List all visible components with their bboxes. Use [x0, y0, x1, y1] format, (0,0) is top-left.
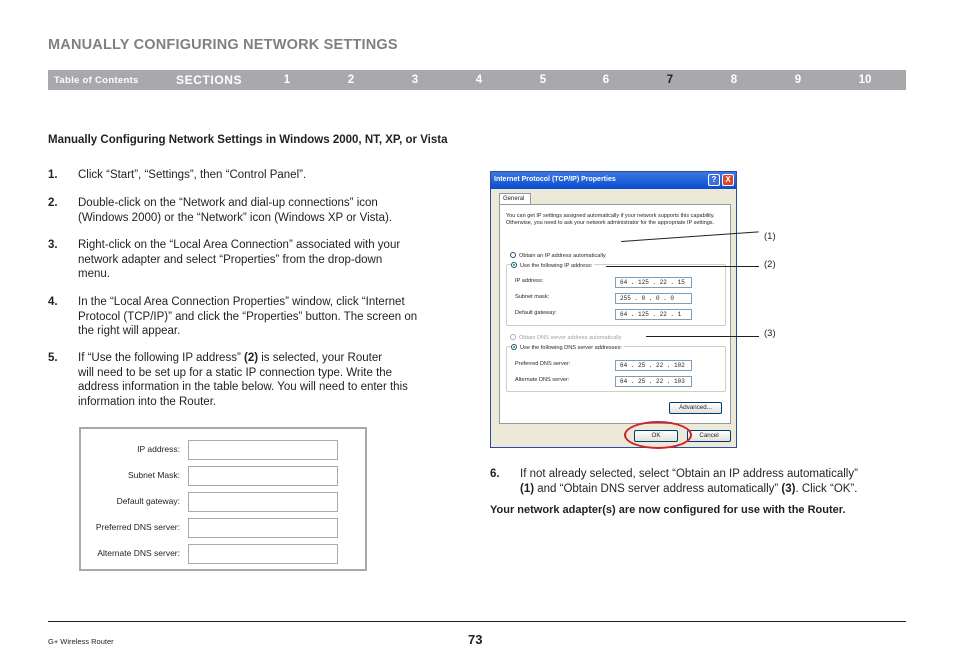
radio-selected-icon[interactable]	[511, 262, 517, 268]
ip-address-input[interactable]: 64 . 125 . 22 . 15	[615, 277, 692, 288]
step-line: Right-click on the “Local Area Connection” associated with your	[78, 239, 401, 251]
ok-button-highlight	[624, 421, 692, 449]
ip-form-row	[81, 466, 365, 486]
nav-section-2[interactable]: 2	[347, 74, 355, 86]
preferred-dns-row	[515, 361, 570, 367]
footer-divider	[48, 621, 906, 622]
obtain-dns-auto-option[interactable]	[510, 334, 622, 341]
step-text-part: If “Use the following IP address”	[78, 352, 244, 364]
use-static-ip-option[interactable]	[511, 262, 594, 269]
step-text-part: is selected, your Router	[258, 352, 383, 364]
nav-section-5[interactable]: 5	[539, 74, 547, 86]
use-static-dns-label: Use the following DNS server addresses:	[520, 345, 622, 351]
step-text-part: . Click “OK”.	[795, 483, 858, 495]
general-panel	[499, 204, 731, 424]
step-line: information into the Router.	[78, 395, 217, 408]
tab-general[interactable]: General	[499, 193, 531, 205]
advanced-button[interactable]: Advanced...	[669, 402, 722, 414]
subnet-mask-field[interactable]	[188, 466, 338, 486]
ip-address-label: IP address:	[515, 278, 544, 284]
step-line: menu.	[78, 268, 110, 280]
callout-label-1: (1)	[764, 231, 776, 242]
preferred-dns-label: Preferred DNS server:	[515, 361, 571, 367]
conclusion-text: Your network adapter(s) are now configured for use with the Router.	[490, 504, 846, 516]
ip-address-field[interactable]	[188, 440, 338, 460]
step-line: In the “Local Area Connection Properties” window, click “Internet	[78, 296, 405, 308]
callout-ref-1: (1)	[520, 483, 535, 495]
step-text-part: and “Obtain DNS server address automatically”	[534, 483, 782, 495]
default-gateway-label: Default gateway:	[515, 310, 557, 316]
step-text	[78, 196, 392, 225]
preferred-dns-input[interactable]: 64 . 25 . 22 . 102	[615, 360, 692, 371]
dialog-description: You can get IP settings assigned automatically if your network supports this capability. Otherwise, you need to ask your network administrator for the appropriate IP settings.	[506, 213, 715, 226]
step-4	[48, 295, 468, 340]
nav-section-10[interactable]: 10	[858, 74, 872, 86]
step-text	[78, 295, 417, 339]
ip-form-row	[81, 544, 365, 564]
subnet-mask-label: Subnet mask:	[515, 294, 550, 300]
page-number: 73	[468, 632, 483, 647]
step-line: address information in the table below. You will need to enter this	[78, 381, 408, 393]
callout-ref-3: (3)	[781, 483, 796, 495]
help-icon[interactable]: ?	[708, 174, 720, 186]
preferred-dns-label: Preferred DNS server:	[95, 522, 180, 532]
alternate-dns-label: Alternate DNS server:	[97, 548, 180, 558]
step-1	[48, 168, 468, 183]
callout-line-2	[606, 266, 759, 267]
step-text	[78, 238, 400, 282]
section-nav-bar	[48, 70, 906, 90]
step-number: 6.	[490, 468, 500, 480]
obtain-ip-auto-label: Obtain an IP address automatically	[519, 253, 606, 259]
ip-form-row	[81, 492, 365, 512]
radio-icon[interactable]	[510, 252, 516, 258]
page-section-title: MANUALLY CONFIGURING NETWORK SETTINGS	[48, 37, 398, 53]
default-gateway-input[interactable]: 64 . 125 . 22 . 1	[615, 309, 692, 320]
footer-product-name: G+ Wireless Router	[48, 637, 114, 646]
default-gateway-row	[515, 310, 557, 316]
static-dns-group	[506, 346, 726, 392]
ip-address-label: IP address:	[137, 444, 180, 454]
dialog-title: Internet Protocol (TCP/IP) Properties	[494, 176, 616, 183]
step-number: 5.	[48, 352, 58, 364]
nav-sections-label: SECTIONS	[176, 73, 243, 87]
step-3	[48, 238, 468, 283]
dialog-titlebar	[491, 172, 736, 189]
ip-form-row	[81, 518, 365, 538]
radio-selected-icon[interactable]	[511, 344, 517, 350]
nav-section-3[interactable]: 3	[411, 74, 419, 86]
close-icon[interactable]: X	[722, 174, 734, 186]
step-number: 3.	[48, 239, 58, 251]
default-gateway-label: Default gateway:	[116, 496, 180, 506]
nav-section-4[interactable]: 4	[475, 74, 483, 86]
step-line: will need to be set up for a static IP connection type. Write the	[78, 366, 393, 379]
cancel-button[interactable]: Cancel	[687, 430, 731, 442]
callout-ref-2: (2)	[243, 352, 259, 364]
step-number: 4.	[48, 296, 58, 308]
ok-button[interactable]: OK	[634, 430, 678, 442]
step-5	[48, 351, 468, 411]
step-2	[48, 196, 468, 226]
step-line: Protocol (TCP/IP)” and click the “Properties” button. The screen on	[78, 310, 418, 323]
step-line: (Windows 2000) or the “Network” icon (Windows XP or Vista).	[78, 211, 393, 224]
nav-section-7[interactable]: 7	[666, 74, 674, 86]
alternate-dns-input[interactable]: 64 . 25 . 22 . 103	[615, 376, 692, 387]
nav-table-of-contents[interactable]: Table of Contents	[54, 75, 139, 86]
step-line: Double-click on the “Network and dial-up connections” icon	[78, 197, 378, 209]
step-text	[78, 351, 408, 409]
radio-icon[interactable]	[510, 334, 516, 340]
instructions-heading: Manually Configuring Network Settings in Windows 2000, NT, XP, or Vista	[48, 134, 448, 146]
ip-form-row	[81, 440, 365, 460]
nav-section-1[interactable]: 1	[283, 74, 291, 86]
ip-address-form	[79, 427, 367, 571]
use-static-dns-option[interactable]	[511, 344, 624, 351]
use-static-ip-label: Use the following IP address:	[520, 263, 593, 269]
callout-label-3: (3)	[764, 328, 776, 339]
step-text: Click “Start”, “Settings”, then “Control Panel”.	[78, 169, 307, 181]
nav-section-8[interactable]: 8	[730, 74, 738, 86]
step-number: 2.	[48, 197, 58, 209]
callout-label-2: (2)	[764, 259, 776, 270]
step-6	[490, 467, 906, 497]
ip-address-row	[515, 278, 543, 284]
static-ip-group	[506, 264, 726, 326]
step-line: network adapter and select “Properties” from the drop-down	[78, 253, 383, 266]
alternate-dns-field[interactable]	[188, 544, 338, 564]
step-line: If not already selected, select “Obtain an IP address automatically”	[520, 468, 858, 480]
nav-section-6[interactable]: 6	[602, 74, 610, 86]
step-number: 1.	[48, 169, 58, 181]
subnet-mask-input[interactable]: 255 . 0 . 0 . 0	[615, 293, 692, 304]
callout-line-3	[646, 336, 759, 337]
step-text	[520, 467, 910, 497]
obtain-ip-auto-option[interactable]	[510, 252, 606, 259]
step-line	[78, 351, 408, 366]
subnet-mask-label: Subnet Mask:	[128, 470, 180, 480]
step-line	[520, 482, 910, 497]
default-gateway-field[interactable]	[188, 492, 338, 512]
nav-section-9[interactable]: 9	[794, 74, 802, 86]
alternate-dns-label: Alternate DNS server:	[515, 377, 570, 383]
alternate-dns-row	[515, 377, 569, 383]
step-line: the right will appear.	[78, 325, 181, 337]
subnet-mask-row	[515, 294, 549, 300]
preferred-dns-field[interactable]	[188, 518, 338, 538]
tcpip-properties-dialog	[490, 171, 737, 448]
obtain-dns-auto-label: Obtain DNS server address automatically	[519, 335, 622, 341]
